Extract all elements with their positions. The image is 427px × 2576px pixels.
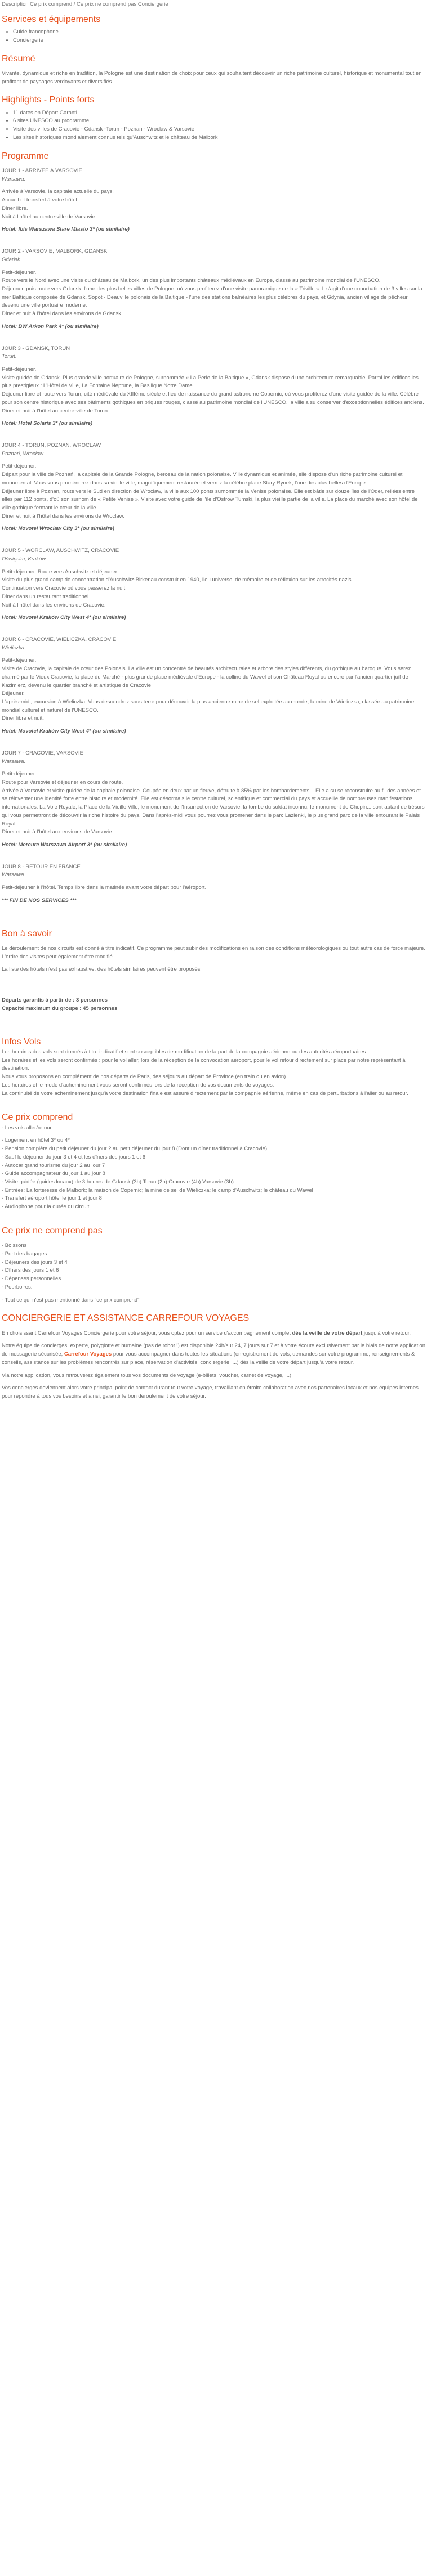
day-description: Petit-déjeuner. Visite guidée de Gdansk. Plus grande ville portuaire de Pologne, surnommée « La Perle de la Baltique », Gdansk dispose d'une architecture remarquable. Parmi les édifices les plus prestigieux : L'Hôtel de Ville, La Fontaine Neptune, la Basilique Notre Dame. Déjeuner libre et route vers Torun, cité médiévale du XIIIème siècle et lieu de naissance du grand astronome Copernic, où vous profiterez d'une visite guidée de la ville. Célèbre pour son centre historique avec ses bâtiments gothiques en briques rouges, classé au patrimoine mondial de l'UNESCO, la ville a su conserver d'exceptionnelles édifices anciens. Dîner et nuit à l'hôtel au centre-ville de Torun. (2, 366, 424, 414)
day-place: Toruń. (2, 353, 17, 360)
text-span: Notre équipe de concierges, experte, polyglotte et humaine (pas de robot !) est disponible 24h/sur 24, 7 jours sur 7 et à votre écoute exclusivement par le biais de notre application de messagerie sécurisée, (2, 1343, 425, 1358)
day-title: JOUR 4 - TORUN, POZNAN, WROCLAW (2, 442, 101, 448)
bon-a-savoir-text: Le déroulement de nos circuits est donné à titre indicatif. Ce programme peut subir des modifications en raison des conditions météorologiques ou tout autre cas de force majeure. L'ordre des visites peut également être modifié. (2, 945, 425, 960)
day-description: Petit-déjeuner. Route pour Varsovie et déjeuner en cours de route. Arrivée à Varsovie et visite guidée de la capitale polonaise. Coupée en deux par un fleuve, détruite à 85% par les bombardements... Elle a su se reconstruire au fil des années et se réinventer une identité forte entre histoire et modernité. Elle est désormais le centre culturel, scientifique et commercial du pays et accueille de nombreuses manifestations internationales. La Voie Royale, la Place de la Vieille Ville, le monument de l'Insurrection de Varsovie, la tombe du soldat inconnu, le monument de Chopin... sont autant de trésors qui vous permettront de découvrir la riche histoire du pays. Dans l'après-midi vous pourrez vous promener dans le parc Lazienki, le plus grand parc de la ville entourant le Palais Royal. Dîner et nuit à l'hôtel aux environs de Varsovie. (2, 771, 425, 836)
infos-vols-text (2, 1048, 425, 1098)
programme-section (2, 150, 425, 905)
ce-prix-ne-comprend-pas-section (2, 1225, 425, 1304)
info-line: Nous vous proposons en complément de nos départs de Paris, des séjours au départ de Province (en train ou en avion). (2, 1074, 287, 1080)
text-span: jusqu'à votre retour. (362, 1330, 411, 1336)
group-capacity: Capacité maximum du groupe : 45 personnes (2, 1005, 118, 1012)
text-span: pour vous accompagner dans toutes les situations (enregistrement de vols, demandes sur votre programme, renseignements & conseils, assistance sur les problèmes rencontrés sur place, réservation d'activités, conciergerie, ...) dès la veille de votre départ jusqu'à votre retour. (2, 1351, 415, 1366)
breadcrumb-description: Description Ce prix comprend / Ce prix ne comprend pas Conciergerie (2, 1, 168, 7)
day-place: Oświęcim, Kraków. (2, 555, 47, 562)
list-item: - Dépenses personnelles (2, 1276, 61, 1282)
list-item: - Pension complète du petit déjeuner du jour 2 au petit déjeuner du jour 8 (Dont un dîner traditionnel à Cracovie) (2, 1146, 268, 1152)
conciergerie-title: CONCIERGERIE ET ASSISTANCE CARREFOUR VOYAGES (2, 1313, 250, 1323)
day-block (2, 863, 425, 905)
bon-a-savoir-section (2, 928, 425, 1013)
bon-a-savoir-title: Bon à savoir (2, 928, 52, 939)
day-description: Petit-déjeuner. Visite de Cracovie, la capitale de cœur des Polonais. La ville est un concentré de beautés architecturales et arbore des styles différents, du gothique au baroque. Vous serez charmé par le Vieux Cracovie, la place du Marché - plus grande place médiévale d'Europe - la colline du Wawel et son Château Royal ou encore par l'ancien quartier juif de Kazimierz, devenu le quartier branché et artistique de Cracovie. Déjeuner. L'après-midi, excursion à Wieliczka. Vous descendrez sous terre pour découvrir la plus ancienne mine de sel exploitée au monde, la mine de Wieliczka, classée au patrimoine mondial culturel et naturel de l'UNESCO. Dîner libre et nuit. (2, 657, 415, 722)
list-item: • Guide francophone (13, 28, 425, 37)
list-item: - Boissons (2, 1242, 27, 1249)
day-hotel: Hotel: Novotel Kraków City West 4* (ou similaire) (2, 614, 126, 621)
highlights-title: Highlights - Points forts (2, 95, 95, 105)
ce-prix-comprend-list (2, 1124, 425, 1211)
day-title: JOUR 8 - RETOUR EN FRANCE (2, 863, 81, 870)
highlights-list (2, 109, 425, 142)
list-item: - Les vols aller/retour (2, 1124, 52, 1131)
day-block (2, 248, 425, 331)
day-place: Poznań, Wrocław. (2, 450, 45, 457)
day-title: JOUR 1 - ARRIVÉE À VARSOVIE (2, 168, 82, 174)
list-item: • Conciergerie (13, 37, 425, 45)
list-item: - Audiophone pour la durée du circuit (2, 1204, 90, 1210)
infos-vols-section (2, 1036, 425, 1098)
resume-text: Vivante, dynamique et riche en tradition, la Pologne est une destination de choix pour ceux qui souhaitent découvrir un riche patrimoine culturel, historique et monumental tout en profitant de paysages verdoyants et diversifiés. (2, 70, 422, 85)
programme-days (2, 167, 425, 905)
day-place: Gdańsk. (2, 256, 22, 263)
day-block (2, 636, 425, 736)
list-item: - Guide accompagnateur du jour 1 au jour 8 (2, 1170, 105, 1177)
day-title: JOUR 7 - CRACOVIE, VARSOVIE (2, 750, 83, 756)
info-line: Les horaires et le mode d'acheminement vous seront confirmés lors de la réception de vos documents de voyages. (2, 1081, 274, 1088)
day-title: JOUR 3 - GDANSK, TORUN (2, 345, 70, 352)
day-block (2, 167, 425, 234)
list-item: - Pourboires. (2, 1283, 33, 1290)
ce-prix-ne-comprend-pas-title: Ce prix ne comprend pas (2, 1226, 103, 1236)
infos-vols-title: Infos Vols (2, 1036, 41, 1047)
hotels-note: La liste des hôtels n'est pas exhaustive, des hôtels similaires peuvent être proposés (2, 966, 201, 973)
list-item: • Les sites historiques mondialement connus tels qu'Auschwitz et le château de Malbork (13, 134, 425, 142)
day-place: Warsawa. (2, 758, 26, 765)
conciergerie-section (2, 1312, 425, 1401)
list-item: - Logement en hôtel 3* ou 4* (2, 1137, 70, 1144)
list-item: - Visite guidée (guides locaux) de 3 heures de Gdansk (3h) Torun (2h) Cracovie (4h) Varsovie (3h) (2, 1179, 234, 1186)
list-item: • 6 sites UNESCO au programme (13, 117, 425, 125)
list-item: - Tout ce qui n'est pas mentionné dans "ce prix comprend" (2, 1296, 140, 1303)
services-list (2, 28, 425, 44)
day-title: JOUR 5 - WORCLAW, AUSCHWITZ, CRACOVIE (2, 547, 119, 554)
end-note: *** FIN DE NOS SERVICES *** (2, 897, 77, 904)
list-item: - Entrées: La forteresse de Malbork; la maison de Copernic; la mine de sel de Wieliczka; le camp d'Auschwitz; le château du Wawel (2, 1187, 313, 1193)
list-item: • 11 dates en Départ Garanti (13, 109, 425, 118)
departure-minimum: Départs garantis à partir de : 3 personnes (2, 997, 108, 1004)
day-title: JOUR 6 - CRACOVIE, WIELICZKA, CRACOVIE (2, 636, 117, 643)
day-hotel: Hotel: Hotel Solaris 3* (ou similaire) (2, 420, 93, 427)
ce-prix-ne-comprend-pas-list (2, 1242, 425, 1304)
services-section (2, 14, 425, 45)
day-place: Wieliczka. (2, 644, 26, 651)
day-place: Warsawa. (2, 872, 26, 878)
list-item: - Autocar grand tourisme du jour 2 au jour 7 (2, 1162, 105, 1169)
day-hotel: Hotel: Novotel Wroclaw City 3* (ou similaire) (2, 526, 114, 532)
day-description: Arrivée à Varsovie, la capitale actuelle du pays. Accueil et transfert à votre hôtel. Dîner libre. Nuit à l'hôtel au centre-ville de Varsovie. (2, 189, 114, 220)
list-item: - Port des bagages (2, 1251, 47, 1257)
conciergerie-app: Via notre application, vous retrouverez également tous vos documents de voyage (e-billets, voucher, carnet de voyage, ...) (2, 1372, 292, 1379)
resume-title: Résumé (2, 53, 35, 64)
resume-section (2, 53, 425, 87)
day-block (2, 442, 425, 533)
day-description: Petit-déjeuner. Route vers le Nord avec une visite du château de Malbork, un des plus importants châteaux médiévaux en Europe, classé au patrimoine mondial de l'UNESCO. Déjeuner, puis route vers Gdansk, l'une des plus belles villes de Pologne, où vous profiterez d'une visite panoramique de la « Triville ». Il s'agit d'une conurbation de 3 villes sur la mer Baltique composée de Gdansk, Sopot - Deauville polonais de la Baltique - l'une des stations balnéaires les plus célèbres du pays, et Gdynia, ancien village de pêcheur devenu une ville portuaire moderne. Dîner et nuit à l'hôtel dans les environs de Gdansk. (2, 269, 422, 317)
programme-title: Programme (2, 151, 49, 161)
day-description: Petit-déjeuner à l'hôtel. Temps libre dans la matinée avant votre départ pour l'aéroport. (2, 885, 207, 891)
carrefour-voyages-link[interactable]: Carrefour Voyages (64, 1351, 112, 1358)
list-item: - Transfert aéroport hôtel le jour 1 et jour 8 (2, 1195, 102, 1202)
day-place: Warsawa. (2, 176, 26, 182)
ce-prix-comprend-section (2, 1111, 425, 1211)
day-block (2, 345, 425, 428)
info-line: Les horaires des vols sont donnés à titre indicatif et sont susceptibles de modification de la part de la compagnie aérienne ou des autorités aéroportuaires. (2, 1049, 368, 1055)
services-title: Services et équipements (2, 14, 101, 24)
conciergerie-contact: Vos concierges deviennent alors votre principal point de contact durant tout votre voyage, travaillant en étroite collaboration avec nos partenaires locaux et nos équipes internes pour répondre à tous vos besoins et ainsi, garantir le bon déroulement de votre séjour. (2, 1385, 419, 1400)
day-hotel: Hotel: Novotel Kraków City West 4* (ou similaire) (2, 728, 126, 735)
list-item: - Dîners des jours 1 et 6 (2, 1267, 59, 1274)
list-item: - Déjeuners des jours 3 et 4 (2, 1259, 68, 1265)
day-title: JOUR 2 - VARSOVIE, MALBORK, GDANSK (2, 248, 108, 255)
text-span: En choisissant Carrefour Voyages Conciergerie pour votre séjour, vous optez pour un service d'accompagnement complet (2, 1330, 292, 1336)
day-hotel: Hotel: BW Arkon Park 4* (ou similaire) (2, 323, 99, 330)
text-span-bold: dès la veille de votre départ (292, 1330, 363, 1336)
conciergerie-team (2, 1342, 425, 1367)
list-item: - Sauf le déjeuner du jour 3 et 4 et les dîners des jours 1 et 6 (2, 1154, 146, 1160)
day-hotel: Hotel: Ibis Warszawa Stare Miasto 3* (ou similaire) (2, 226, 130, 233)
day-description: Petit-déjeuner. Départ pour la ville de Poznań, la capitale de la Grande Pologne, berceau de la nation polonaise. Ville dynamique et animée, elle dispose d'un riche patrimoine culturel et monumental. Vous vous promènerez dans sa vieille ville, magnifiquement restaurée et verrez la célèbre place Stary Rynek, l'une des plus belles d'Europe. Déjeuner libre à Poznan, route vers le Sud en direction de Wroclaw, la ville aux 100 ponts surnommée la Venise polonaise. Elle est bâtie sur douze îles de l'Oder, reliées entre elles par 112 ponts, d'où son surnom de « Petite Venise ». Visite avec votre guide de l'île d'Ostrow Tumski, la plus vieille partie de la ville. La place du marché avec son hôtel de ville gothique fermant le cœur de la ville. Dîner et nuit à l'hôtel dans les environs de Wroclaw. (2, 463, 418, 519)
day-hotel: Hotel: Mercure Warszawa Airport 3* (ou similaire) (2, 842, 127, 849)
highlights-section (2, 94, 425, 142)
info-line: La continuité de votre acheminement jusqu'à votre destination finale est assuré directement par la compagnie aérienne, même en cas de perturbations à l'aller ou au retour. (2, 1090, 408, 1097)
ce-prix-comprend-title: Ce prix comprend (2, 1112, 73, 1123)
list-item: • Visite des villes de Cracovie - Gdansk -Torun - Poznan - Wroclaw & Varsovie (13, 125, 425, 134)
conciergerie-intro (2, 1330, 425, 1338)
day-description: Petit-déjeuner. Route vers Auschwitz et déjeuner. Visite du plus grand camp de concentration d'Auschwitz-Birkenau construit en 1940, lieu universel de mémoire et de réflexion sur les atrocités nazis. Continuation vers Cracovie où vous passerez la nuit. Dîner dans un restaurant traditionnel. Nuit à l'hôtel dans les environs de Cracovie. (2, 568, 353, 608)
day-block (2, 750, 425, 850)
info-line: Les horaires et les vols seront confirmés : pour le vol aller, lors de la réception de la convocation aéroport, pour le vol retour directement sur place par notre représentant à destination. (2, 1057, 406, 1072)
day-block (2, 547, 425, 622)
